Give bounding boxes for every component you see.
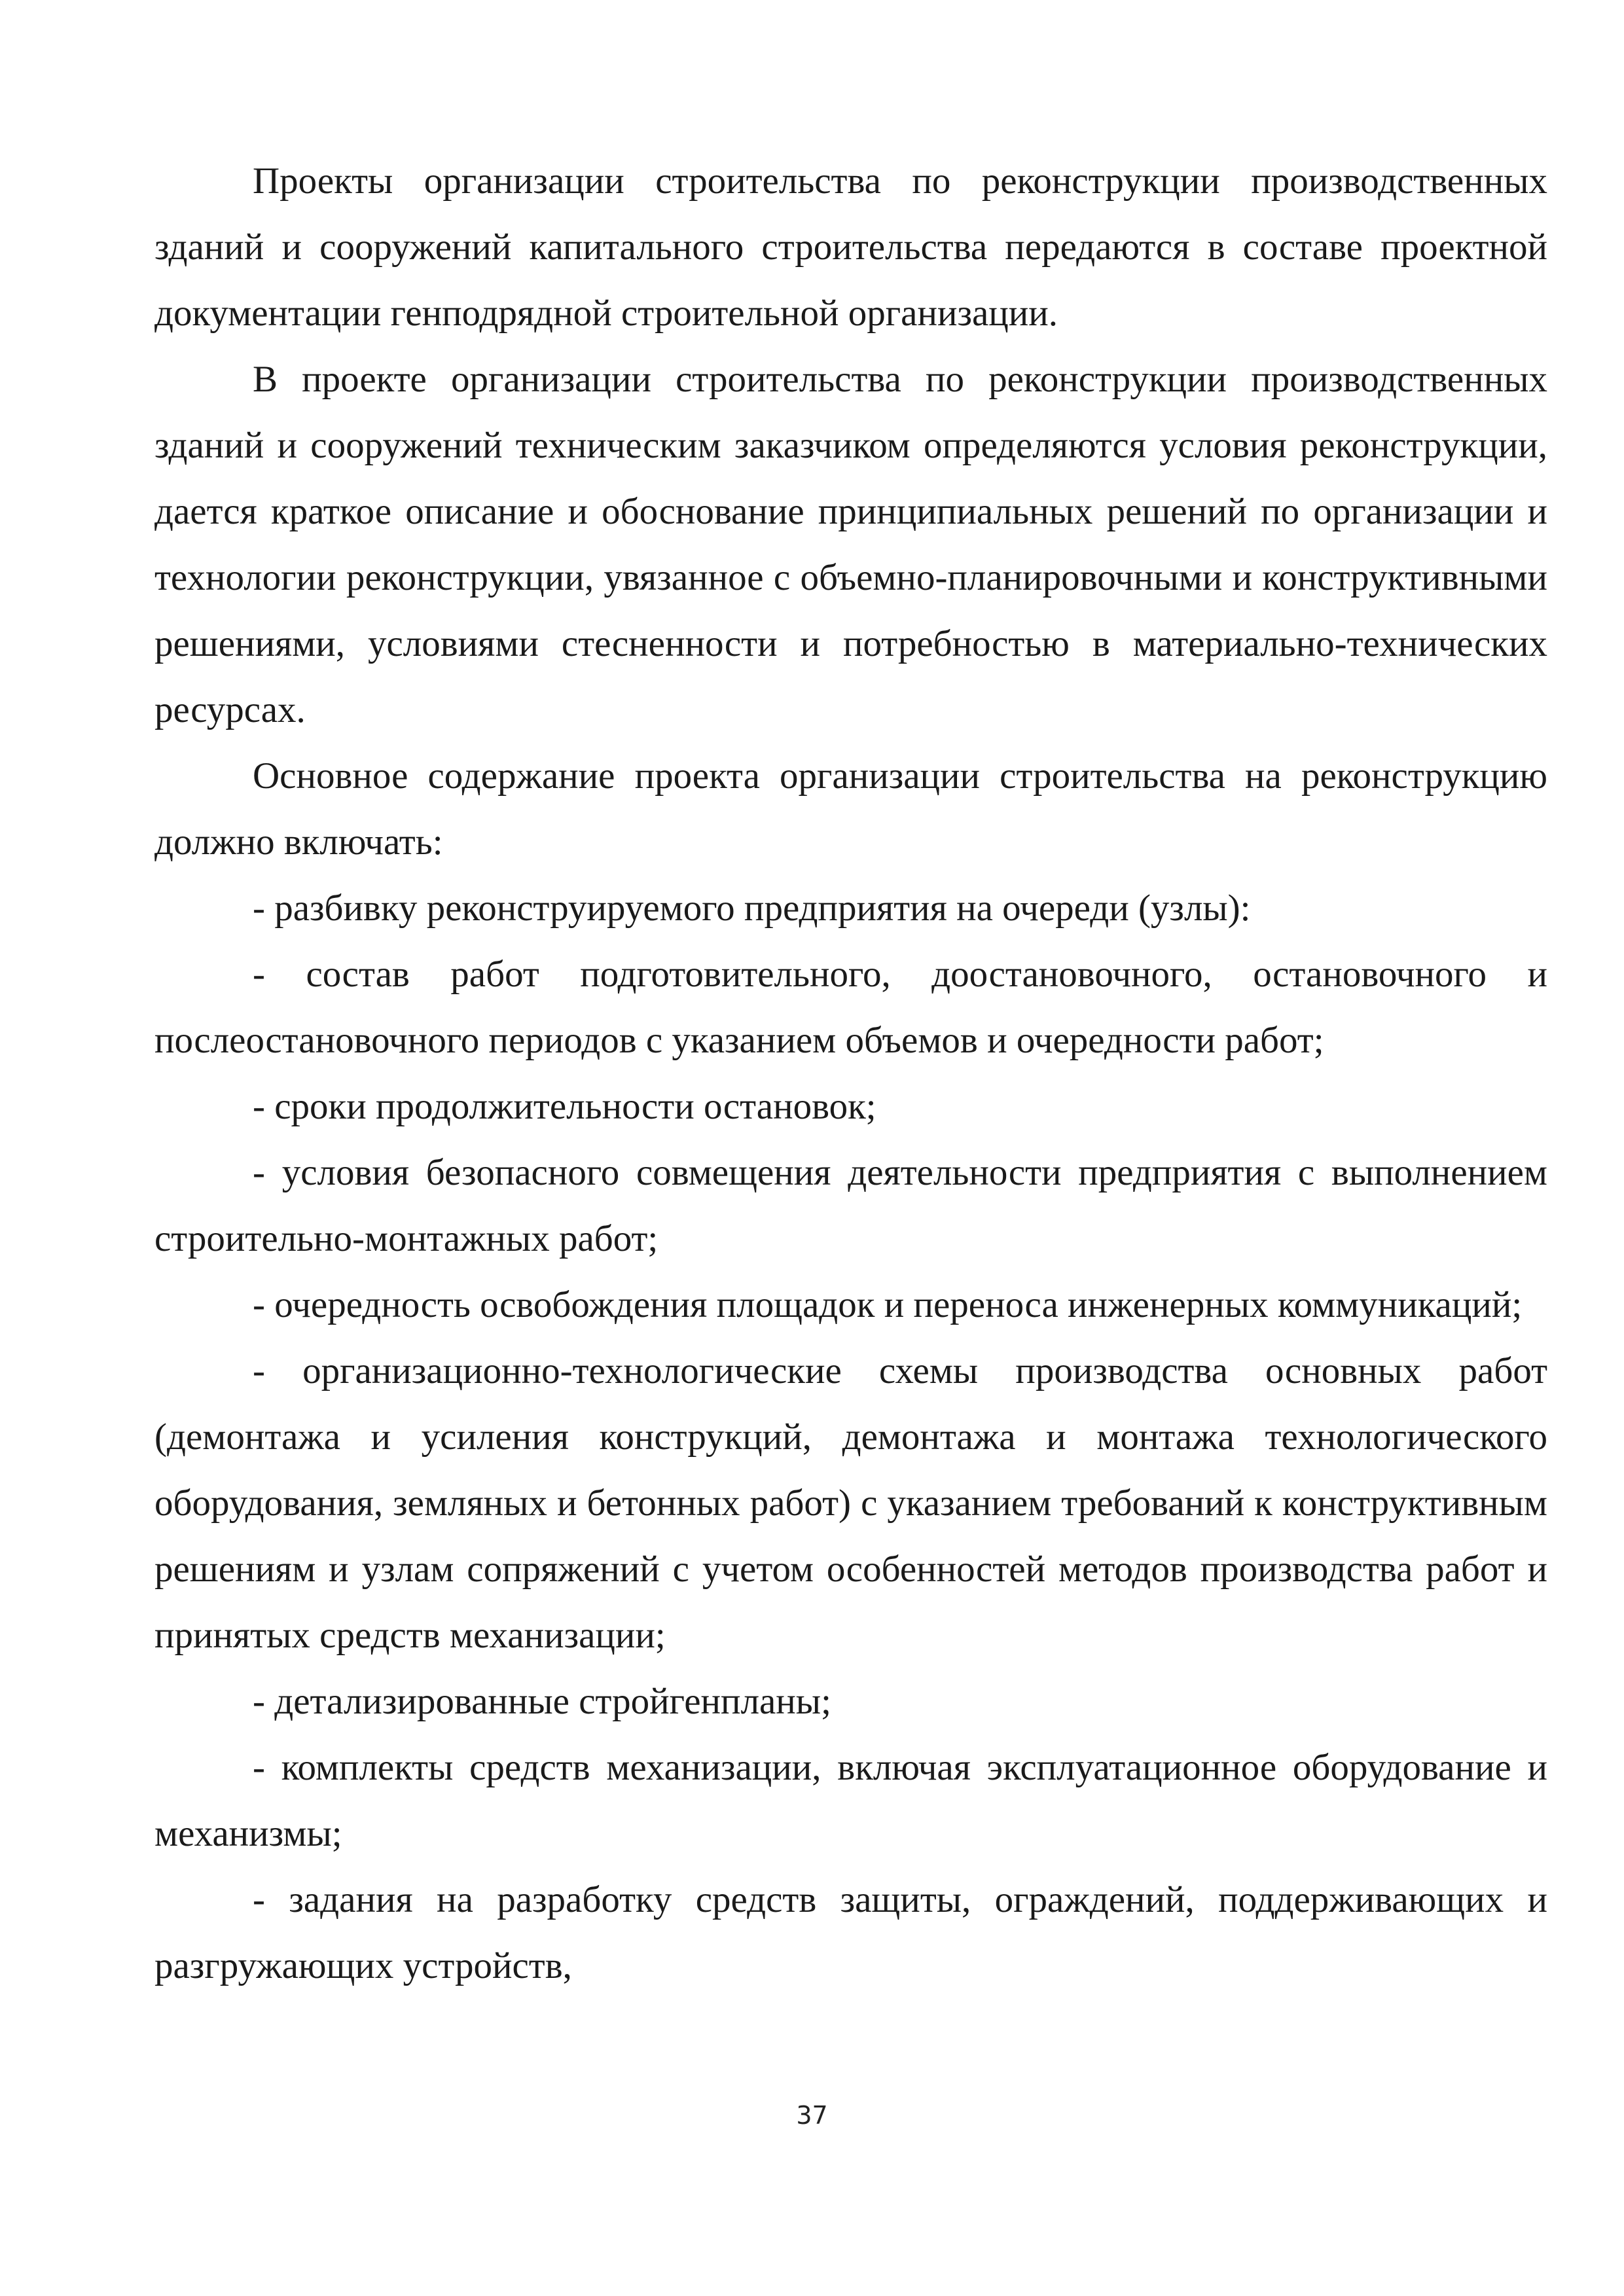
paragraph: Основное содержание проекта организации строительства на реконструкцию должно включать: [154,755,1547,863]
paragraph: В проекте организации строительства по реконструкции производственных зданий и сооружений техническим заказчиком определяются условия реконструкции, дается краткое описание и обоснование принципиальных решений по организации и технологии реконструкции, увязанное с объемно-планировочными и конструктивными решениями, условиями стесненности и потребностью в материально-технических ресурсах. [154,359,1547,730]
list-item: - детализированные стройгенпланы; [253,1681,831,1722]
list-item: - разбивку реконструируемого предприятия на очереди (узлы): [253,888,1251,929]
list-item: - задания на разработку средств защиты, ограждений, поддерживающих и разгружающих устройств, [154,1879,1547,1986]
page-number: 37 [796,2101,828,2130]
list-item: - очередность освобождения площадок и переноса инженерных коммуникаций; [253,1284,1523,1325]
list-item: - условия безопасного совмещения деятельности предприятия с выполнением строительно-монтажных работ; [154,1152,1547,1259]
paragraph: Проекты организации строительства по реконструкции производственных зданий и сооружений капитального строительства передаются в составе проектной документации генподрядной строительной организации. [154,160,1547,334]
document-body [154,148,1547,1999]
list-item: - сроки продолжительности остановок; [253,1086,876,1127]
list-item: - организационно-технологические схемы производства основных работ (демонтажа и усиления конструкций, демонтажа и монтажа технологического оборудования, земляных и бетонных работ) с указанием требований к конструктивным решениям и узлам сопряжений с учетом особенностей методов производства работ и принятых средств механизации; [154,1350,1547,1656]
list-item: - комплекты средств механизации, включая эксплуатационное оборудование и механизмы; [154,1747,1547,1854]
list-item: - состав работ подготовительного, доостановочного, остановочного и послеостановочного периодов с указанием объемов и очередности работ; [154,954,1547,1061]
